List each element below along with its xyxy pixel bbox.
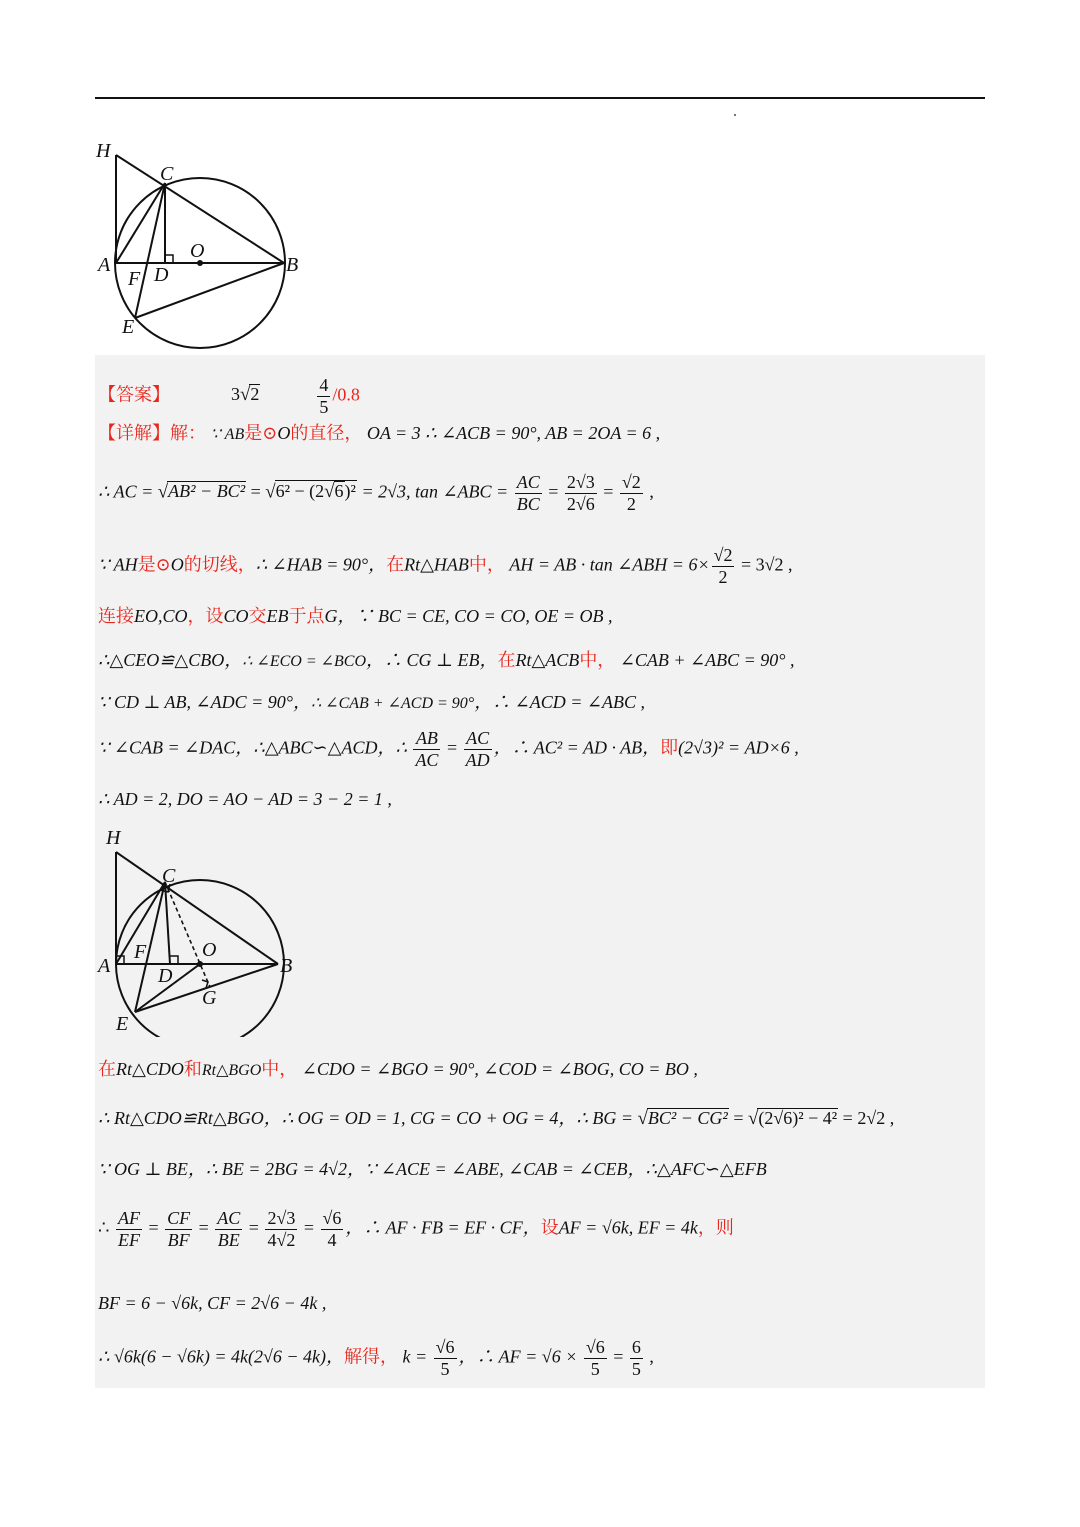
label-e: E — [122, 316, 135, 338]
solution-line-11: ∵ OG ⊥ BE，∴ BE = 2BG = 4√2，∵ ∠ACE = ∠ABE, ∠CAB = ∠CEB，∴△AFC∽△EFB — [98, 1159, 767, 1179]
center-dot — [197, 961, 203, 967]
label-c: C — [160, 163, 174, 185]
solution-line-6: ∵ CD ⊥ AB, ∠ADC = 90°，∴ ∠CAB + ∠ACD = 90°，∴ ∠ACD = ∠ABC , — [98, 692, 645, 712]
header-rule — [95, 97, 985, 99]
solution-line-9: 在Rt△CDO和Rt△BGO中， ∠CDO = ∠BGO = 90°, ∠COD = ∠BOG, CO = BO , — [98, 1059, 698, 1079]
label-h: H — [96, 140, 111, 162]
answer-2-suffix: /0.8 — [332, 384, 360, 405]
label-o: O — [202, 939, 217, 961]
answer-1: 3√2 — [231, 384, 260, 406]
stray-dot — [734, 114, 736, 116]
label-d: D — [154, 264, 169, 286]
label-b: B — [280, 955, 293, 977]
solution-line-12: ∴ $\frac{AF}{EF}$ = $\frac{CF}{BF}$ = $\frac{AC}{BE}$ = $\frac{2√3}{4√2}$ = $\frac{√6}{4}$ ，∴ AF · FB = EF · CF，设AF = √6k, EF = 4k，则 — [98, 1208, 734, 1250]
label-d: D — [158, 965, 173, 987]
geometry-figure-1 — [90, 135, 320, 350]
solution-line-14: ∴ √6k(6 − √6k) = 4k(2√6 − 4k)，解得， k = $\frac{√6}{5}$ ，∴ AF = √6 × $\frac{√6}{5}$ = $\frac{6}{5}$ , — [98, 1337, 654, 1379]
label-g: G — [202, 987, 217, 1009]
solution-line-5: ∴△CEO≌△CBO，∴ ∠ECO = ∠BCO，∴ CG ⊥ EB，在Rt△ACB中， ∠CAB + ∠ABC = 90° , — [98, 650, 795, 670]
solution-line-4: 连接EO,CO，设CO交EB于点G，∵ BC = CE, CO = CO, OE = OB , — [98, 606, 613, 626]
line-ac — [116, 183, 165, 263]
label-f: F — [134, 941, 147, 963]
answer-line — [98, 375, 360, 417]
label-b: B — [286, 254, 299, 276]
solution-line-3: ∵ AH是⊙O的切线，∴ ∠HAB = 90°，在Rt△HAB中， AH = AB · tan ∠ABH = 6× $\frac{√2}{2}$ = 3√2 , — [98, 545, 793, 587]
right-angle-mark — [165, 255, 173, 263]
solution-line-2: ∴ AC = √AB² − BC² = √6² − (2√6)² = 2√3, tan ∠ABC = $\frac{AC}{BC}$ = $\frac{2√3}{2√6}$ = $\frac{√2}{2}$ , — [98, 472, 654, 514]
label-e: E — [116, 1013, 129, 1035]
label-a: A — [98, 254, 111, 276]
geometry-figure-2 — [90, 822, 320, 1037]
label-a: A — [98, 955, 111, 977]
solution-line-7: ∵ ∠CAB = ∠DAC，∴△ABC∽△ACD，∴ $\frac{AB}{AC}$ = $\frac{AC}{AD}$ ，∴ AC² = AD · AB，即(2√3)² = AD×6 , — [98, 728, 799, 770]
label-c: C — [162, 865, 176, 887]
solution-line-13: BF = 6 − √6k, CF = 2√6 − 4k , — [98, 1293, 327, 1313]
label-h: H — [106, 827, 121, 849]
solution-line-1: 【详解】解： ∵ AB是⊙O的直径， OA = 3 ∴ ∠ACB = 90°, AB = 2OA = 6 , — [98, 423, 661, 443]
label-f: F — [128, 268, 141, 290]
answer-tag: 【答案】 — [98, 384, 170, 405]
solution-tag: 【详解】 — [98, 423, 170, 443]
label-o: O — [190, 240, 205, 262]
solution-line-8: ∴ AD = 2, DO = AO − AD = 3 − 2 = 1 , — [98, 789, 392, 809]
solution-line-10: ∴ Rt△CDO≌Rt△BGO，∴ OG = OD = 1, CG = CO + OG = 4，∴ BG = √BC² − CG² = √(2√6)² − 4² = 2√2 , — [98, 1108, 895, 1129]
answer-2-frac: $\frac{4}{5}$ — [319, 375, 329, 417]
line-cd — [165, 882, 170, 964]
